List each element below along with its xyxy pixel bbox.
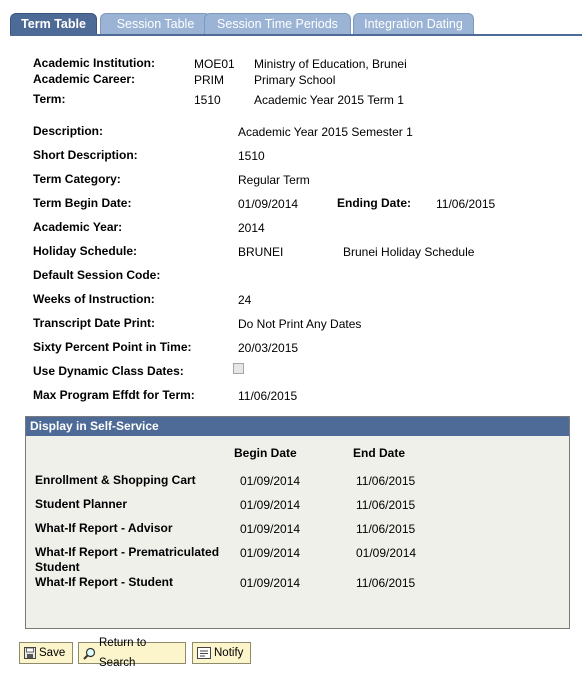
- search-icon: [83, 647, 96, 660]
- row-whatif-advisor-end: 11/06/2015: [356, 522, 416, 536]
- row-enrollment-begin: 01/09/2014: [240, 474, 301, 488]
- description-value: Academic Year 2015 Semester 1: [238, 125, 413, 139]
- sixty-percent-label: Sixty Percent Point in Time:: [33, 340, 192, 354]
- institution-name: Ministry of Education, Brunei: [254, 57, 407, 71]
- term-name: Academic Year 2015 Term 1: [254, 93, 404, 107]
- row-whatif-prematric-end: 01/09/2014: [356, 546, 417, 560]
- max-program-label: Max Program Effdt for Term:: [33, 388, 195, 402]
- holiday-schedule-label: Holiday Schedule:: [33, 244, 138, 258]
- tab-session-table[interactable]: Session Table: [100, 13, 211, 34]
- row-planner-begin: 01/09/2014: [240, 498, 301, 512]
- row-planner-name: Student Planner: [35, 497, 128, 511]
- career-label: Academic Career:: [33, 72, 136, 86]
- row-enrollment-name: Enrollment & Shopping Cart: [35, 473, 196, 487]
- begin-date-header: Begin Date: [234, 446, 297, 460]
- notify-button[interactable]: [192, 642, 251, 664]
- weeks-instruction-label: Weeks of Instruction:: [33, 292, 155, 306]
- term-begin-value: 01/09/2014: [238, 197, 299, 211]
- term-category-value: Regular Term: [238, 173, 310, 187]
- notify-button-label: Notify: [214, 647, 244, 659]
- max-program-value: 11/06/2015: [238, 389, 298, 403]
- weeks-instruction-value: 24: [238, 293, 252, 307]
- tab-underline: [10, 34, 582, 36]
- career-code: PRIM: [194, 73, 224, 87]
- transcript-date-value: Do Not Print Any Dates: [238, 317, 362, 331]
- institution-label: Academic Institution:: [33, 56, 156, 70]
- academic-year-value: 2014: [238, 221, 265, 235]
- self-service-title: Display in Self-Service: [26, 417, 569, 436]
- career-name: Primary School: [254, 73, 336, 87]
- short-description-label: Short Description:: [33, 148, 138, 162]
- row-whatif-student-end: 11/06/2015: [356, 576, 416, 590]
- institution-code: MOE01: [194, 57, 235, 71]
- return-to-search-button[interactable]: [78, 637, 186, 669]
- holiday-schedule-name: Brunei Holiday Schedule: [343, 245, 475, 259]
- term-label: Term:: [33, 92, 66, 106]
- tab-bar: [10, 13, 582, 35]
- sixty-percent-value: 20/03/2015: [238, 341, 299, 355]
- tab-integration-dating[interactable]: Integration Dating: [353, 13, 474, 34]
- description-label: Description:: [33, 124, 104, 138]
- dynamic-class-dates-checkbox[interactable]: [233, 363, 244, 374]
- self-service-groupbox: [25, 416, 570, 629]
- row-whatif-prematric-begin: 01/09/2014: [240, 546, 301, 560]
- academic-year-label: Academic Year:: [33, 220, 123, 234]
- row-whatif-prematric-name-line2: Student: [35, 560, 80, 574]
- row-whatif-prematric-name: What-If Report - Prematriculated: [35, 545, 220, 559]
- end-date-header: End Date: [353, 446, 406, 460]
- row-whatif-student-name: What-If Report - Student: [35, 575, 173, 589]
- term-category-label: Term Category:: [33, 172, 121, 186]
- dynamic-class-dates-label: Use Dynamic Class Dates:: [33, 364, 184, 378]
- notify-icon: [197, 647, 211, 659]
- save-icon: [24, 647, 36, 659]
- row-whatif-advisor-begin: 01/09/2014: [240, 522, 301, 536]
- row-whatif-advisor-name: What-If Report - Advisor: [35, 521, 173, 535]
- save-button[interactable]: [19, 642, 73, 664]
- row-planner-end: 11/06/2015: [356, 498, 416, 512]
- default-session-label: Default Session Code:: [33, 268, 161, 282]
- row-enrollment-end: 11/06/2015: [356, 474, 416, 488]
- term-begin-label: Term Begin Date:: [33, 196, 132, 210]
- save-button-label: Save: [39, 647, 66, 659]
- row-whatif-student-begin: 01/09/2014: [240, 576, 301, 590]
- tab-session-time-periods[interactable]: Session Time Periods: [204, 13, 351, 34]
- return-to-search-label: Return to Search: [99, 637, 147, 669]
- term-code: 1510: [194, 93, 221, 107]
- ending-date-value: 11/06/2015: [436, 197, 496, 211]
- short-description-value: 1510: [238, 149, 265, 163]
- holiday-schedule-code: BRUNEI: [238, 245, 284, 259]
- transcript-date-label: Transcript Date Print:: [33, 316, 156, 330]
- tab-term-table[interactable]: Term Table: [10, 13, 97, 34]
- ending-date-label: Ending Date:: [337, 196, 411, 210]
